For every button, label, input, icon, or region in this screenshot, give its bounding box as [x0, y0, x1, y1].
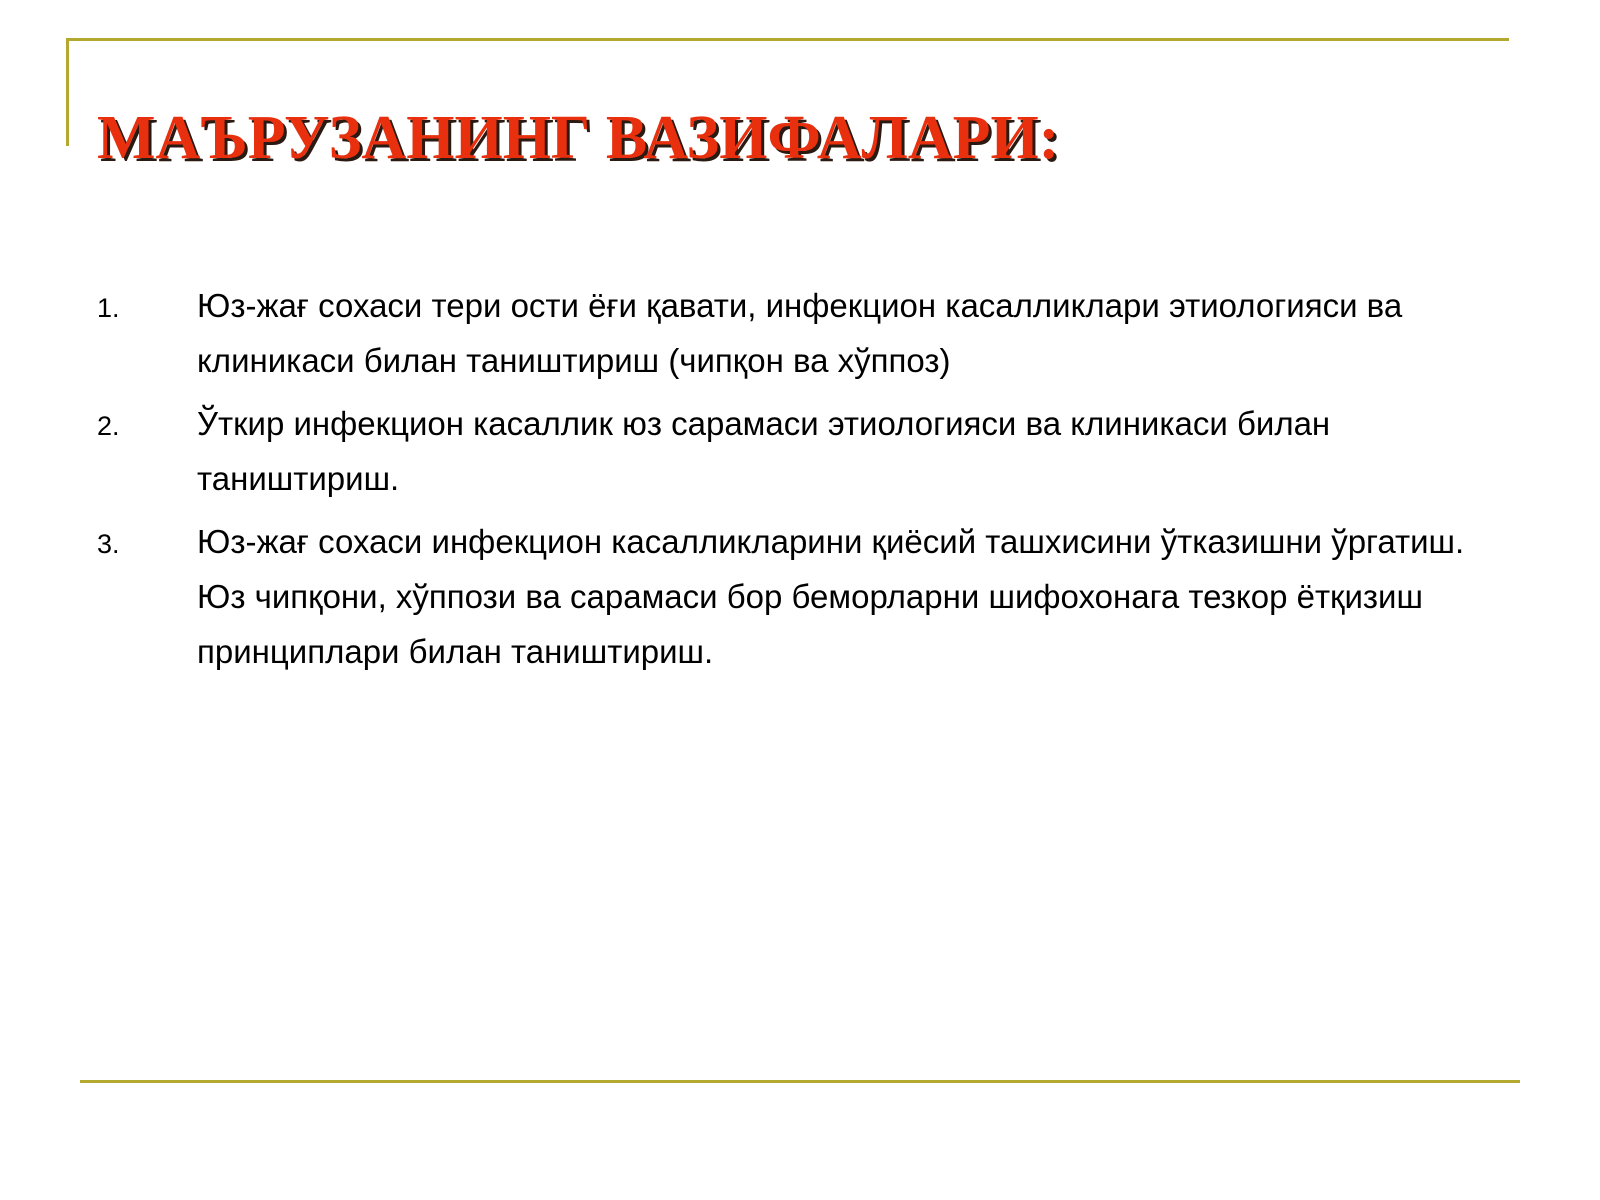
list-item-text: Юз-жағ сохаси тери ости ёғи қавати, инфекцион касалликлари этиологияси ва клиникаси билан таништириш (чипқон ва хўппоз) — [197, 287, 1403, 379]
list-item-text: Юз-жағ сохаси инфекцион касалликларини қиёсий ташхисини ўтказишни ўргатиш. Юз чипқони, хўппози ва сарамаси бор беморларни шифохонага тезкор ётқизиш принциплари билан таништириш. — [197, 523, 1465, 670]
list-item-text: Ўткир инфекцион касаллик юз сарамаси этиологияси ва клиникаси билан таништириш. — [197, 405, 1331, 497]
list-item — [97, 278, 1517, 388]
task-list — [97, 278, 1517, 687]
slide-title: МАЪРУЗАНИНГ ВАЗИФАЛАРИ: — [97, 104, 1060, 172]
list-item — [97, 396, 1517, 506]
list-item — [97, 514, 1517, 679]
frame-top-line — [66, 38, 1509, 41]
list-item-number: 2. — [97, 411, 120, 441]
frame-bottom-line — [80, 1080, 1520, 1083]
list-item-number: 1. — [97, 293, 120, 323]
list-item-number: 3. — [97, 529, 120, 559]
frame-left-line — [66, 38, 69, 146]
